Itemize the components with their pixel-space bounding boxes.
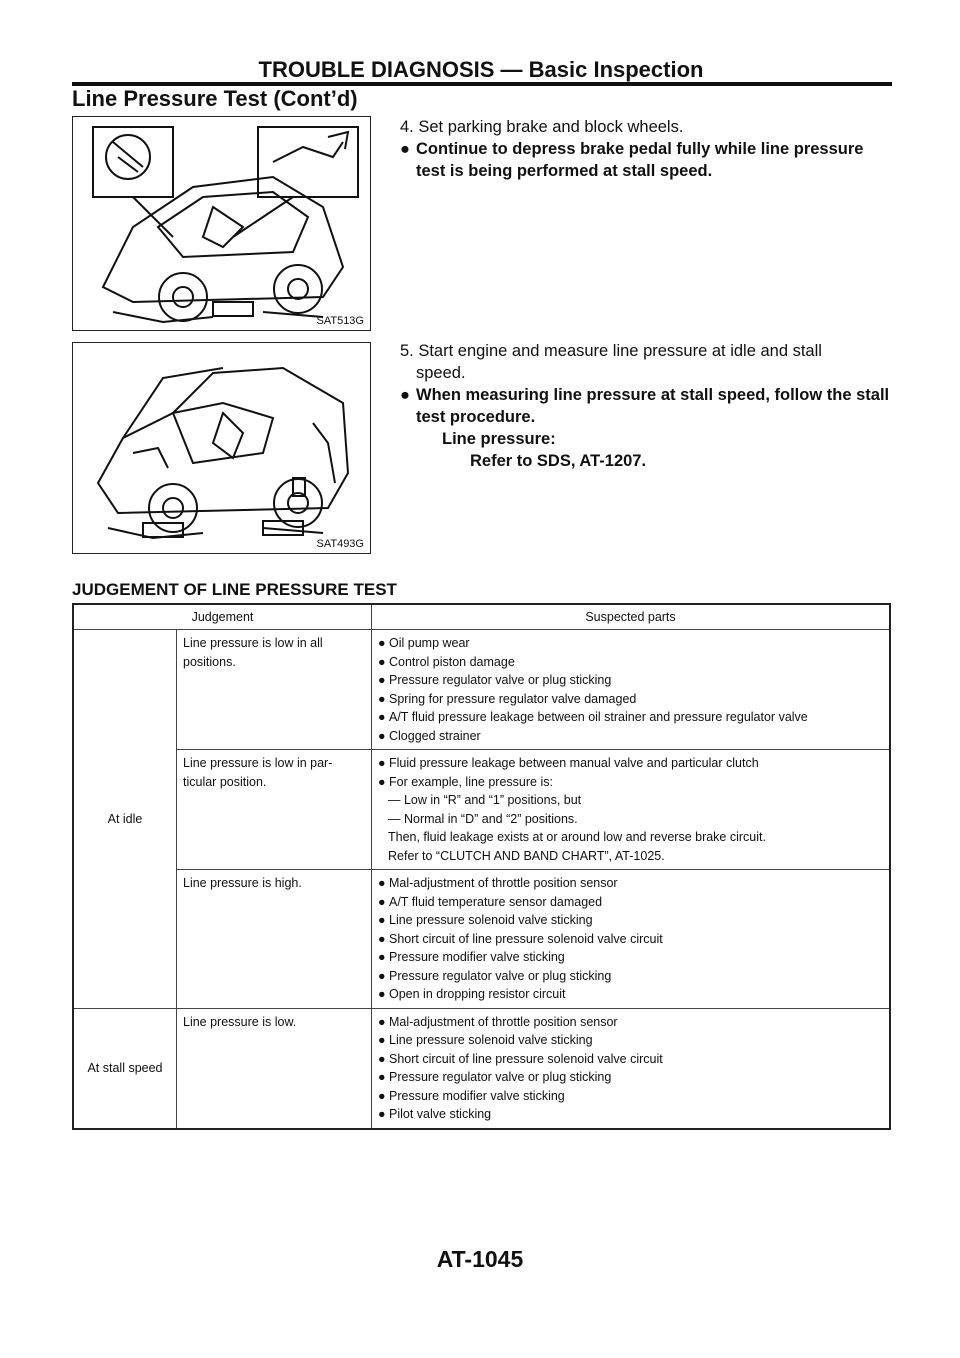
list-item-text: Fluid pressure leakage between manual valve and particular clutch — [389, 756, 759, 770]
list-item — [378, 985, 883, 1004]
note-line: — Low in “R” and “1” positions, but — [388, 793, 582, 807]
bullet-icon: ● — [378, 774, 386, 789]
list-item-text: Pressure regulator valve or plug sticking — [389, 1070, 612, 1084]
list-item — [378, 893, 883, 912]
bullet-icon: ● — [378, 710, 386, 724]
list-item-text: Pressure modifier valve sticking — [389, 1088, 565, 1103]
step-5-bullet-text: When measuring line pressure at stall speed, follow the stall test procedure. — [416, 386, 890, 426]
table-row — [73, 1008, 890, 1129]
bullet-icon: ● — [378, 968, 386, 983]
list-item — [378, 1068, 883, 1087]
header-judgement: Judgement — [73, 604, 372, 630]
bullet-icon: ● — [378, 950, 386, 964]
bullet-icon: ● — [378, 913, 386, 927]
note-line: Then, fluid leakage exists at or around low and reverse brake circuit. — [388, 830, 766, 844]
list-item-text: Spring for pressure regulator valve damaged — [389, 691, 637, 706]
step-4-bullet-text: Continue to depress brake pedal fully while line pressure test is being performed at stall speed. — [416, 140, 864, 180]
list-item-text: Pilot valve sticking — [389, 1107, 492, 1121]
list-item-text: Clogged strainer — [389, 728, 481, 743]
list-item — [378, 948, 883, 967]
table-header-row — [73, 604, 890, 630]
list-item — [378, 874, 883, 893]
parts-cell — [372, 1008, 891, 1129]
list-item-text: Short circuit of line pressure solenoid valve circuit — [389, 1051, 663, 1066]
list-item — [378, 671, 883, 690]
bullet-icon: ● — [378, 1033, 386, 1047]
parts-cell — [372, 750, 891, 870]
condition-cell: Line pressure is high. — [177, 870, 372, 1009]
header-suspected-parts: Suspected parts — [372, 604, 891, 630]
list-item-text: Pressure regulator valve or plug sticking — [389, 968, 612, 983]
list-item-text: A/T fluid temperature sensor damaged — [389, 894, 603, 909]
group-at-stall: At stall speed — [73, 1008, 177, 1129]
bullet-icon: ● — [378, 756, 386, 770]
bullet-icon: ● — [378, 987, 386, 1001]
list-item — [378, 727, 883, 746]
step-5 — [400, 340, 892, 472]
bullet-icon: ● — [378, 1107, 386, 1121]
list-item — [378, 911, 883, 930]
list-item — [378, 1031, 883, 1050]
step-4-text: 4. Set parking brake and block wheels. — [400, 118, 684, 136]
judgement-table — [72, 603, 891, 1130]
bullet-icon: ● — [378, 691, 386, 706]
list-item — [378, 634, 883, 653]
condition-cell: Line pressure is low. — [177, 1008, 372, 1129]
parts-list — [378, 874, 883, 1004]
bullet-icon: ● — [400, 386, 410, 404]
parts-list — [378, 754, 883, 791]
condition-cell: Line pressure is low in all positions. — [177, 630, 372, 750]
bullet-icon: ● — [378, 876, 386, 890]
list-item — [378, 653, 883, 672]
list-item-text: For example, line pressure is: — [389, 774, 553, 789]
bullet-icon: ● — [378, 1088, 386, 1103]
list-item-text: Open in dropping resistor circuit — [389, 987, 566, 1001]
car-illustration-brake — [73, 117, 369, 329]
figure-parking-brake — [72, 116, 371, 331]
step-5-bullet — [400, 384, 892, 428]
list-item — [378, 930, 883, 949]
figure-code: SAT513G — [316, 315, 364, 327]
step-4 — [400, 116, 892, 182]
list-item-text: A/T fluid pressure leakage between oil strainer and pressure regulator valve — [389, 710, 808, 724]
bullet-icon: ● — [378, 673, 386, 687]
table-row — [73, 870, 890, 1009]
bullet-icon: ● — [378, 654, 386, 669]
parts-list — [378, 1013, 883, 1124]
list-item-text: Line pressure solenoid valve sticking — [389, 1033, 593, 1047]
bullet-icon: ● — [378, 1070, 386, 1084]
list-item — [378, 967, 883, 986]
list-item — [378, 754, 883, 773]
bullet-icon: ● — [378, 1051, 386, 1066]
list-item — [378, 1105, 883, 1124]
list-item — [378, 1087, 883, 1106]
list-item-text: Oil pump wear — [389, 636, 470, 650]
judgement-section-title: JUDGEMENT OF LINE PRESSURE TEST — [72, 580, 397, 599]
list-item-text: Control piston damage — [389, 654, 515, 669]
table-row — [73, 630, 890, 750]
list-item — [378, 690, 883, 709]
bullet-icon: ● — [378, 636, 386, 650]
line-pressure-label: Line pressure: — [442, 430, 556, 448]
list-item — [378, 708, 883, 727]
list-item-text: Pressure regulator valve or plug sticking — [389, 673, 612, 687]
group-at-idle: At idle — [73, 630, 177, 1009]
parts-cell — [372, 630, 891, 750]
list-item — [378, 1050, 883, 1069]
line-pressure-value: Refer to SDS, AT-1207. — [470, 452, 647, 470]
car-illustration-hood — [73, 343, 369, 552]
list-item-text: Mal-adjustment of throttle position sensor — [389, 1014, 618, 1029]
list-item-text: Short circuit of line pressure solenoid valve circuit — [389, 931, 663, 946]
bullet-icon: ● — [378, 728, 386, 743]
step-4-bullet — [400, 138, 892, 182]
bullet-icon: ● — [378, 894, 386, 909]
figure-code: SAT493G — [316, 538, 364, 550]
step-5-line1: 5. Start engine and measure line pressure at idle and stall — [400, 342, 822, 360]
page-header — [72, 58, 890, 82]
note-line: Refer to “CLUTCH AND BAND CHART”, AT-1025. — [388, 848, 665, 863]
table-row — [73, 750, 890, 870]
bullet-icon: ● — [400, 140, 410, 158]
section-title-header: TROUBLE DIAGNOSIS — Basic Inspection — [258, 57, 704, 82]
parts-list — [378, 634, 883, 745]
list-item-text: Pressure modifier valve sticking — [389, 950, 565, 964]
condition-cell: Line pressure is low in par- ticular position. — [177, 750, 372, 870]
parts-cell — [372, 870, 891, 1009]
bullet-icon: ● — [378, 931, 386, 946]
list-item — [378, 773, 883, 792]
list-item-text: Line pressure solenoid valve sticking — [389, 913, 593, 927]
page-subtitle: Line Pressure Test (Cont’d) — [72, 86, 358, 111]
list-item — [378, 1013, 883, 1032]
step-5-line2: speed. — [416, 364, 466, 382]
page-number: AT-1045 — [436, 1246, 524, 1272]
note-line: — Normal in “D” and “2” positions. — [388, 811, 578, 826]
figure-line-pressure — [72, 342, 371, 554]
bullet-icon: ● — [378, 1014, 386, 1029]
list-item-text: Mal-adjustment of throttle position sensor — [389, 876, 618, 890]
